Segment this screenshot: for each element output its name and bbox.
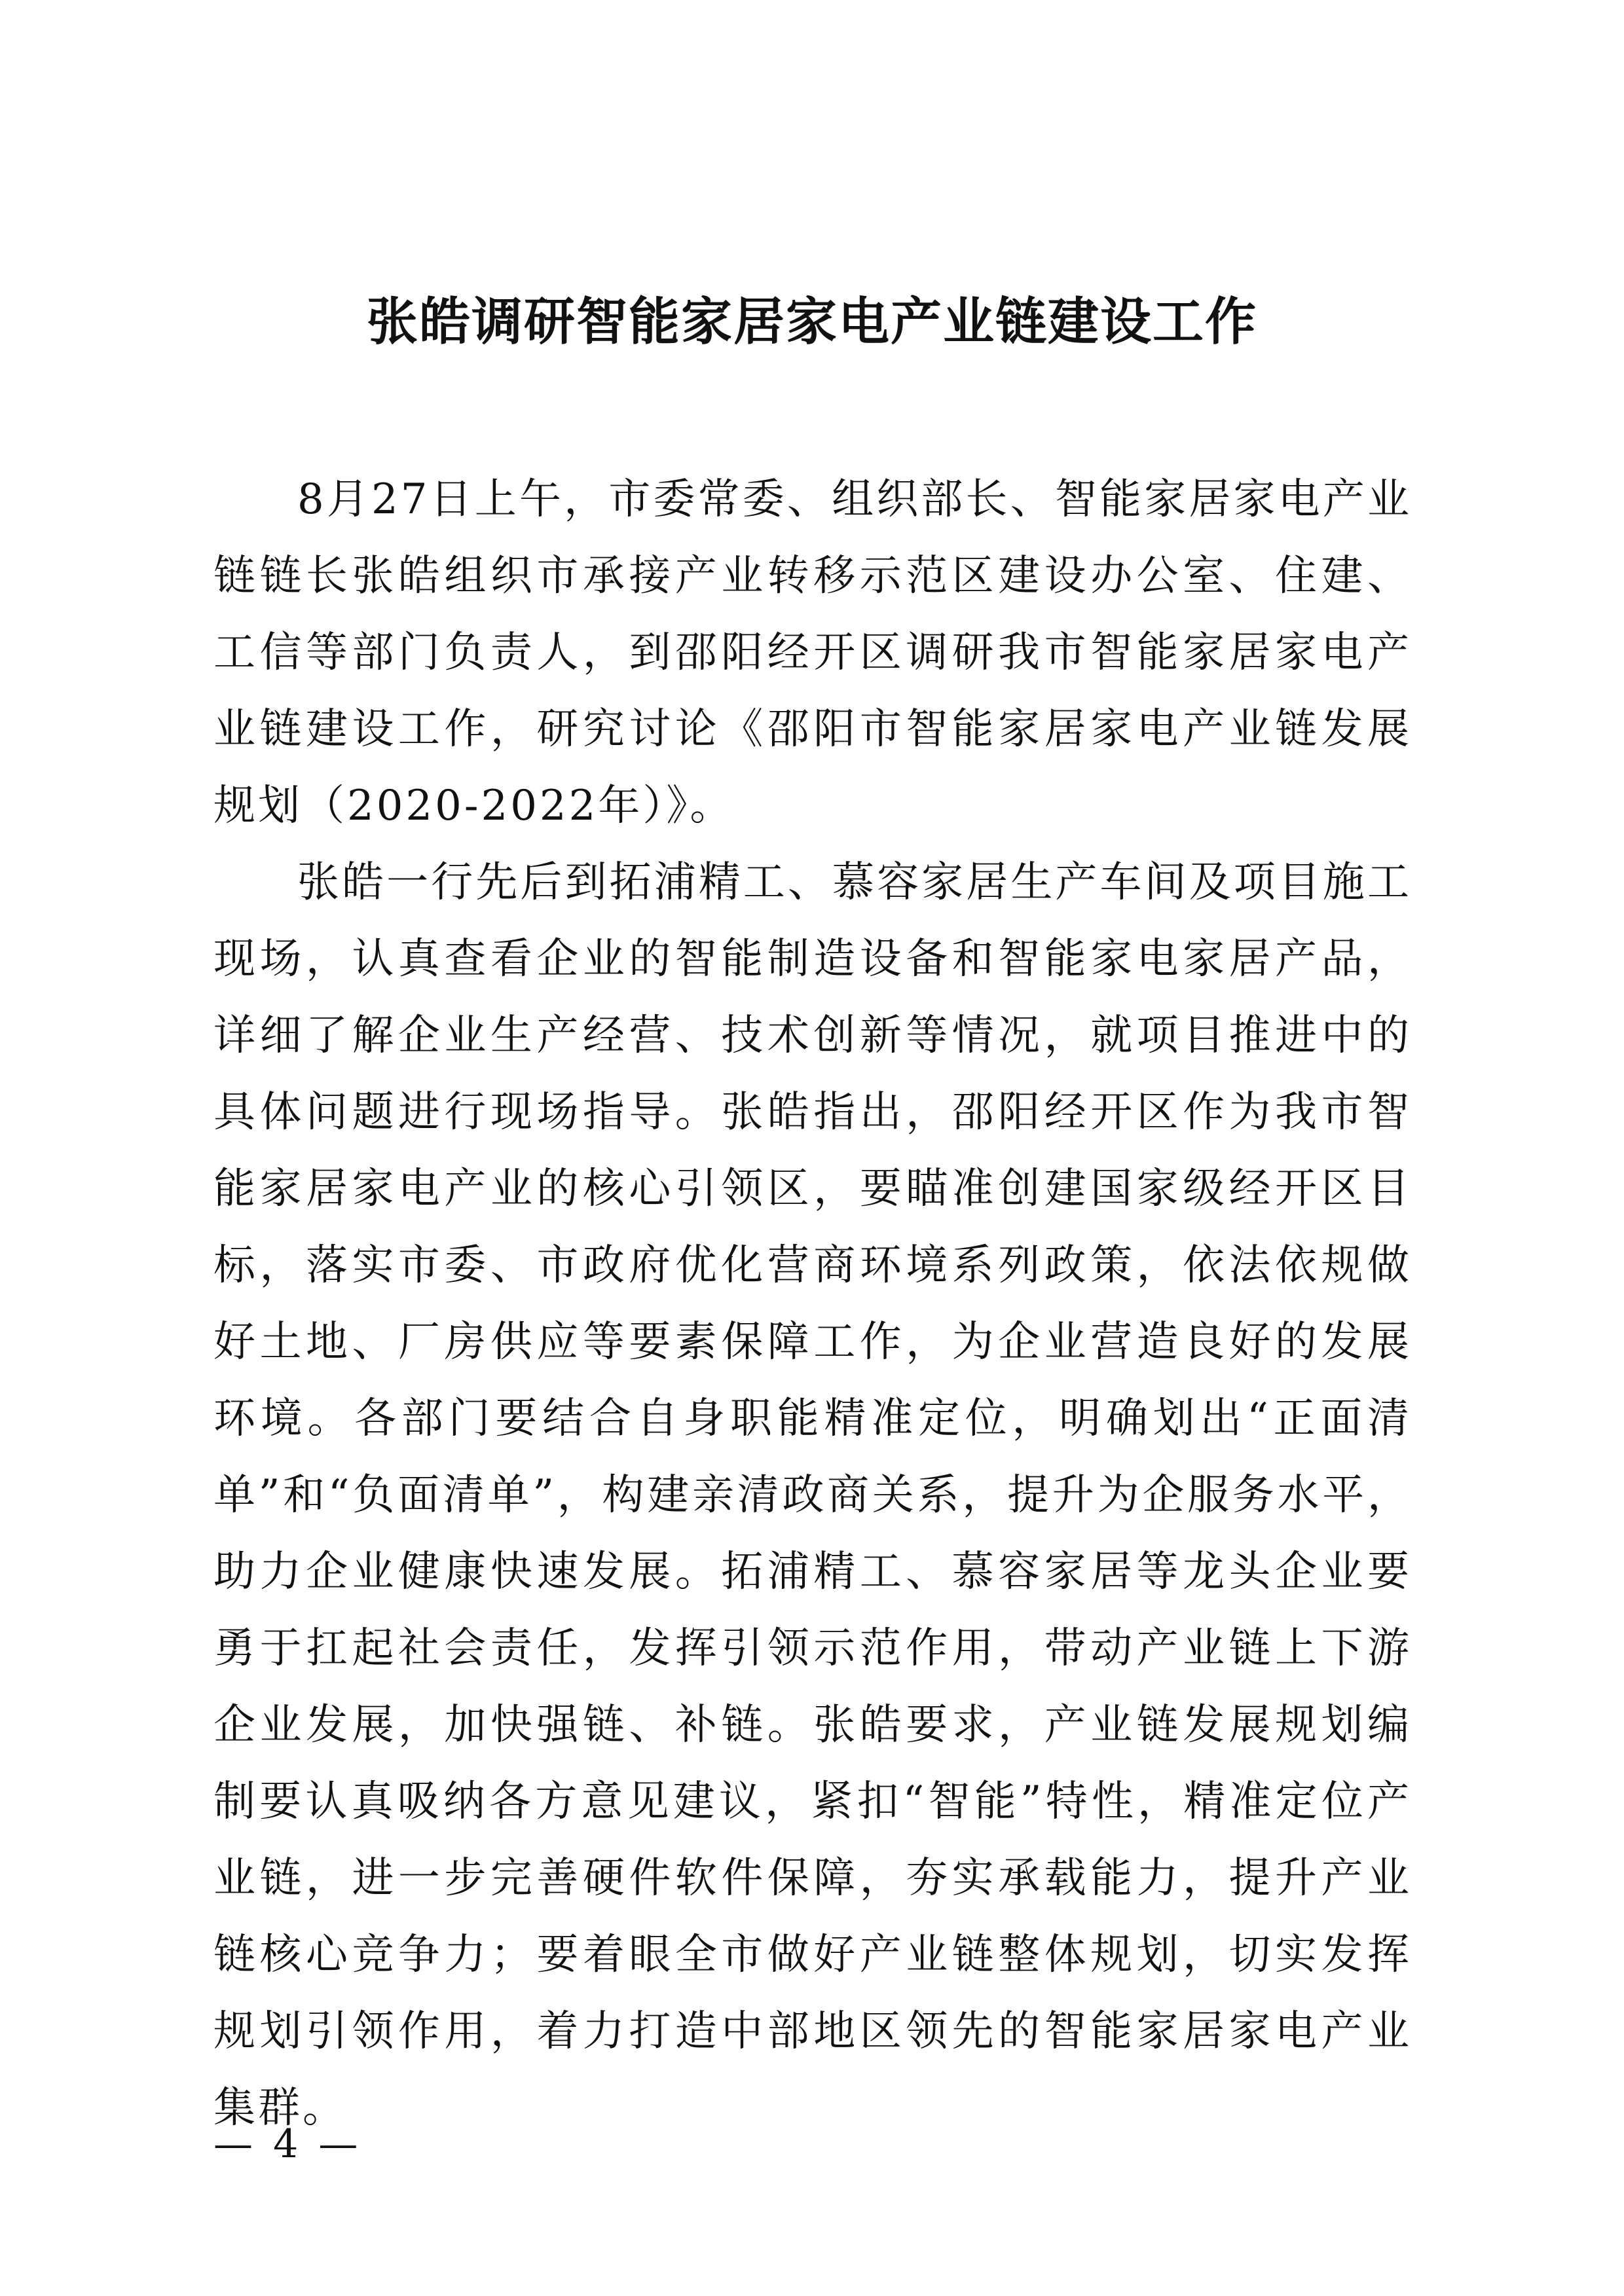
page-number: — 4 —: [213, 2121, 362, 2167]
article-title: 张皓调研智能家居家电产业链建设工作: [366, 292, 1257, 352]
paragraph-1: 8月27日上午，市委常委、组织部长、智能家居家电产业链链长张皓组织市承接产业转移示范区建设办公室、住建、工信等部门负责人，到邵阳经开区调研我市智能家居家电产业链建设工作，研究讨论《邵阳市智能家居家电产业链发展规划（2020-2022年）》。: [213, 475, 1412, 830]
article-body: [213, 462, 1412, 2147]
paragraph-2: 张皓一行先后到拓浦精工、慕容家居生产车间及项目施工现场，认真查看企业的智能制造设备和智能家电家居产品，详细了解企业生产经营、技术创新等情况，就项目推进中的具体问题进行现场指导。张皓指出，邵阳经开区作为我市智能家居家电产业的核心引领区，要瞄准创建国家级经开区目标，落实市委、市政府优化营商环境系列政策，依法依规做好土地、厂房供应等要素保障工作，为企业营造良好的发展环境。各部门要结合自身职能精准定位，明确划出“正面清单”和“负面清单”，构建亲清政商关系，提升为企服务水平，助力企业健康快速发展。拓浦精工、慕容家居等龙头企业要勇于扛起社会责任，发挥引领示范作用，带动产业链上下游企业发展，加快强链、补链。张皓要求，产业链发展规划编制要认真吸纳各方意见建议，紧扣“智能”特性，精准定位产业链，进一步完善硬件软件保障，夯实承载能力，提升产业链核心竞争力；要着眼全市做好产业链整体规划，切实发挥规划引领作用，着力打造中部地区领先的智能家居家电产业集群。: [213, 858, 1412, 2132]
